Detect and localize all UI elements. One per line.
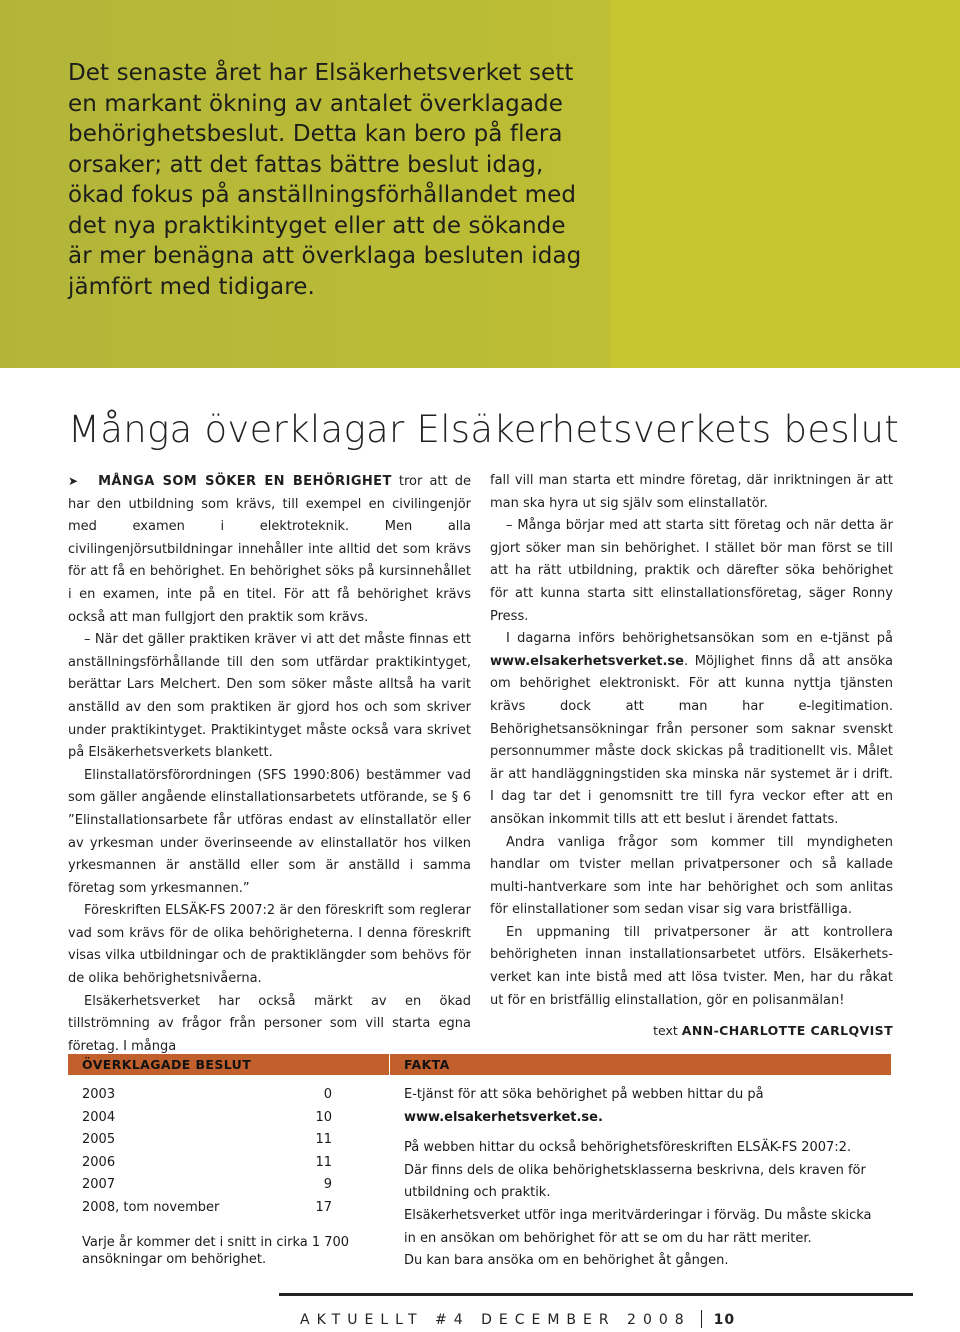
paragraph-text: I dagarna införs behörighetsansökan som en e-tjänst på <box>506 631 893 647</box>
table-row <box>82 1084 332 1107</box>
facts-box-header: FAKTA <box>390 1054 891 1075</box>
paragraph: En uppmaning till privatpersoner är att kontrollera behörigheten innan installationsarbetet utförs. Elsäkerhets-verket kan inte bistå med att lösa tvister. Men, har du råkat ut för en bristfällig elinstallation, gör en polisanmälan! <box>490 924 893 1008</box>
intro-text: Det senaste året har Elsäkerhetsverket sett en markant ökning av antalet överklagade behörighetsbeslut. Detta kan bero på flera orsaker; att det fattas bättre beslut idag, ökad fokus på anställningsförhållandet med det nya praktikintyget eller att de sökande är mer benägna att överklaga besluten idag jämfört med tidigare. <box>68 60 582 300</box>
count-cell: 17 <box>315 1199 332 1215</box>
table-row <box>82 1129 332 1152</box>
footer-rule <box>279 1293 913 1296</box>
paragraph-text: tror att de har den utbildning som krävs, till exempel en civilingenjör med examen i elektroteknik. Men alla civilingenjörsutbildningar innehåller inte alltid det som krävs för att få en behörighet. En behörighet söks på kursinnehållet i en examen, inte på en titel. För att få behörighet krävs också att man fullgjort den praktik som krävs. <box>68 474 471 625</box>
byline <box>490 1020 893 1043</box>
year-cell: 2005 <box>82 1132 116 1148</box>
count-cell: 11 <box>315 1132 332 1148</box>
article-column-left <box>68 470 471 1058</box>
paragraph: Elinstallatörsförordningen (SFS 1990:806) bestämmer vad som gäller angående elinstallationsarbetets utförande, se § 6 ”Elinstallationsarbete får utföras endast av elinstallatör eller av yrkesman under överinseende av elinstallatör hos vilken yrkesmannen är anställd eller som är anställd i samma företag som yrkesmannen.” <box>68 767 471 896</box>
website-link[interactable]: www.elsakerhetsverket.se <box>490 653 684 669</box>
arrow-icon: ➤ <box>68 474 79 488</box>
byline-prefix: text <box>653 1023 682 1039</box>
table-row <box>82 1107 332 1130</box>
facts-website-link[interactable]: www.elsakerhetsverket.se. <box>404 1109 603 1125</box>
footer-divider <box>701 1310 702 1328</box>
author-name: ANN-CHARLOTTE CARLQVIST <box>681 1023 893 1039</box>
intro-banner <box>0 0 960 368</box>
page-number: 10 <box>713 1312 736 1328</box>
magazine-issue: AKTUELLT #4 DECEMBER 2008 <box>300 1312 691 1328</box>
year-cell: 2008, tom november <box>82 1199 220 1215</box>
table-row <box>82 1152 332 1175</box>
year-cell: 2006 <box>82 1154 116 1170</box>
paragraph: Elsäkerhetsverket har också märkt av en ökad tillströmning av frågor från personer som vill starta egna företag. I många <box>68 993 471 1054</box>
fact-text: Elsäkerhetsverket utför inga meritvärderingar i förväg. Du måste skicka in en ansökan om behörighet för att se om du har rätt meriter. <box>404 1207 872 1246</box>
paragraph: – Många börjar med att starta sitt företag och när detta är gjort söker man sin behörighet. I stället bör man först se till att ha rätt utbildning, praktik och därefter söka behörighet för att kunna starta sitt elinstallationsföretag, säger Ronny Press. <box>490 518 893 624</box>
appeals-table <box>82 1084 332 1220</box>
paragraph: Föreskriften ELSÄK-FS 2007:2 är den föreskrift som reglerar vad som krävs för de olika behörigheterna. I denna föreskrift visas vilka utbildningar och de praktiklängder som behövs för de olika behörighetsnivåerna. <box>68 903 471 987</box>
paragraph-text: . Möjlighet finns då att ansöka om behörighet elektroniskt. För att kunna nyttja tjänsten krävs dock att man har e-legitimation. Behörighetsansökningar från personer som saknar svenskt personnummer måste dock skickas på traditionellt vis. Målet är att handläggningstiden ska minska när systemet är i drift. I dag tar det i genomsnitt tre till fyra veckor efter att en ansökan inkommit tills att ett beslut i ärendet fattats. <box>490 653 893 827</box>
paragraph: fall vill man starta ett mindre företag, där inriktningen är att man ska hyra ut sig själv som elinstallatör. <box>490 473 893 511</box>
paragraph <box>68 470 471 629</box>
year-cell: 2007 <box>82 1177 116 1193</box>
count-cell: 0 <box>323 1087 332 1102</box>
table-row <box>82 1197 332 1220</box>
fact-text: På webben hittar du också behörighetsföreskriften ELSÄK-FS 2007:2. <box>404 1140 852 1156</box>
fact-text: Du kan bara ansöka om en behörighet åt gången. <box>404 1253 729 1269</box>
paragraph <box>490 628 893 831</box>
count-cell: 11 <box>315 1154 332 1170</box>
banner-accent-panel <box>610 0 960 368</box>
stats-box-header: ÖVERKLAGADE BESLUT <box>68 1054 389 1075</box>
article-headline: Många överklagar Elsäkerhetsverkets beslut <box>68 408 900 451</box>
year-cell: 2003 <box>82 1087 116 1102</box>
paragraph: – När det gäller praktiken kräver vi att det måste finnas ett anställningsförhållande till den som utfärdar praktikintyget, berättar Lars Melchert. Den som söker måste alltså ha varit anställd av den som praktiken är gjord hos och som skriver under praktikintyget. Praktikintyget måste också vara skrivet på Elsäkerhetsverkets blankett. <box>68 632 471 761</box>
page-footer <box>300 1310 735 1328</box>
stats-note: Varje år kommer det i snitt in cirka 1 700 ansökningar om behörighet. <box>82 1235 350 1267</box>
fact-text: E-tjänst för att söka behörighet på webben hittar du på <box>404 1087 764 1102</box>
lead-caps: MÅNGA SOM SÖKER EN BEHÖRIGHET <box>98 474 392 489</box>
count-cell: 9 <box>323 1177 332 1193</box>
paragraph: Andra vanliga frågor som kommer till myndigheten handlar om tvister mellan privatpersoner och så kallade multi-hantverkare som inte har behörighet och som anlitas för elinstallationer som sedan visar sig vara bristfälliga. <box>490 834 893 918</box>
count-cell: 10 <box>315 1109 332 1125</box>
year-cell: 2004 <box>82 1109 116 1125</box>
table-row <box>82 1174 332 1197</box>
fact-text: Där finns dels de olika behörighetsklasserna beskrivna, dels kraven för utbildning och praktik. <box>404 1162 866 1201</box>
facts-box <box>404 1084 884 1273</box>
article-column-right <box>490 470 893 1043</box>
